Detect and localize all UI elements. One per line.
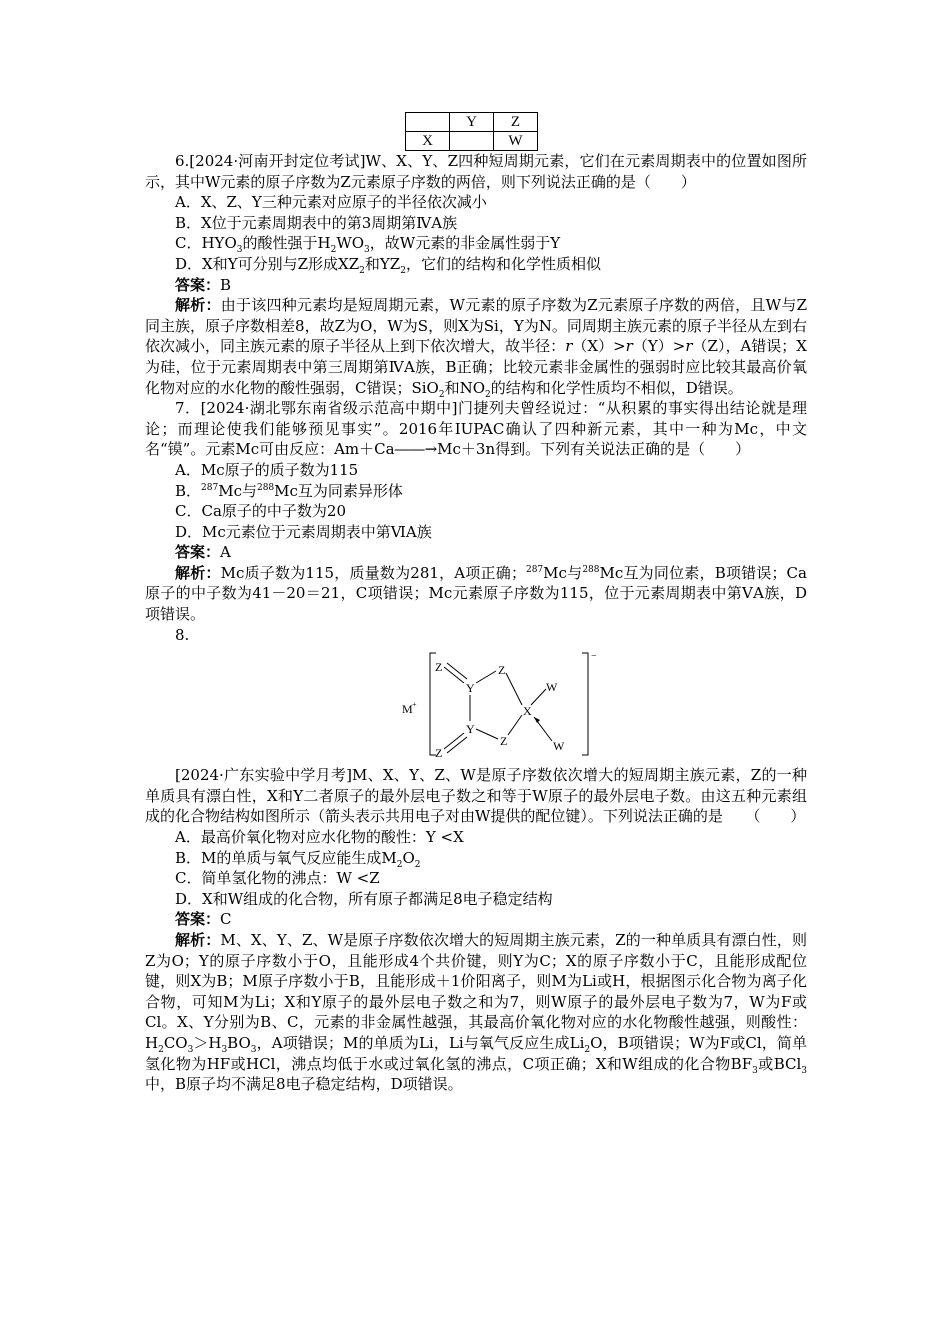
atom-y-top: Y xyxy=(466,681,475,696)
q7-option-b: B．$^{287}$Mc与$^{288}$Mc互为同素异形体 xyxy=(175,481,403,500)
bond-x-w-top xyxy=(531,689,546,705)
table-row xyxy=(406,113,538,132)
q7-analysis: 解析：Mc质子数为115，质量数为281，A项正确；$^{287}$Mc与$^{288}$Mc互为同位素，B项错误；Ca原子的中子数为41－20＝21，C项错误；Mc元素原子序数为115，位于元素周期表中第ⅤA族，D项错误。 xyxy=(145,563,807,624)
q7-stem: 7．[2024·湖北鄂东南省级示范高中期中]门捷列夫曾经说过：“从积累的事实得出结论就是理论；而理论使我们能够预见事实”。2016年IUPAC确认了四种新元素，其中一种为Mc，中文名“镆”。元素Mc可由反应：Am＋Ca――→Mc＋3n得到。下列有关说法正确的是（ ） xyxy=(145,399,807,459)
q6-stem: 6.[2024·河南开封定位考试]W、X、Y、Z四种短周期元素，它们在元素周期表中的位置如图所示，其中W元素的原子序数为Z元素原子序数的两倍，则下列说法正确的是（ ） xyxy=(145,152,807,191)
bond-z-x-bottom xyxy=(508,715,522,735)
table-cell: Z xyxy=(494,113,538,132)
q6-option-c: C．$HYO_3$的酸性强于$H_2WO_3$，故W元素的非金属性弱于Y xyxy=(175,234,561,256)
bond-y-z-bottom xyxy=(476,729,498,739)
compound-structure-diagram xyxy=(145,647,807,761)
atom-w-top: W xyxy=(546,680,558,695)
q7-answer: 答案：A xyxy=(175,543,231,562)
q7-option-a: A．Mc原子的质子数为115 xyxy=(175,460,359,479)
table-cell xyxy=(406,113,450,132)
atom-z-bottom: Z xyxy=(435,746,443,761)
anion-charge: − xyxy=(591,651,597,663)
q7-option-d: D．Mc元素位于元素周期表中第ⅥA族 xyxy=(175,522,432,541)
atom-z-top-mid: Z xyxy=(498,663,506,678)
q6-option-d: D．X和Y可分别与Z形成$XZ_2$和$YZ_2$，它们的结构和化学性质相似 xyxy=(175,254,601,276)
q6-analysis: 解析：由于该四种元素均是短周期元素，W元素的原子序数为Z元素原子序数的两倍，且W与Z同主族，原子序数相差8，故Z为O，W为S，则X为Si，Y为N。同周期主族元素的原子半径从左到右依次减小，同主族元素的原子半径从上到下依次增大，故半径：r（X）>r（Y）>r（Z），A错误；X为硅，位于元素周期表中第三周期第ⅣA族，B正确；比较元素非金属性的强弱时应比较其最高价氧化物对应的水化物的酸性强弱，C错误；SiO$_2$和$NO_2$的结构和化学性质均不相似，D错误。 xyxy=(145,296,807,400)
right-bracket xyxy=(582,653,588,755)
q8-analysis: 解析：M、X、Y、Z、W是原子序数依次增大的短周期主族元素，Z的一种单质具有漂白性，则Z为O；Y的原子序数小于O，且能形成4个共价键，则Y为C；X的原子序数小于C，且能形成配位键，则X为B；M原子序数小于B，且能形成＋1价阳离子，则M为Li或H，根据图示化合物为离子化合物，可知M为Li；X和Y原子的最外层电子数之和为7，则W原子的最外层电子数为7，W为F或Cl。X、Y分别为B、C，元素的非金属性越强，其最高价氧化物对应的水化物酸性越强，则酸性：$H_2CO_3>H_3BO_3$，A项错误；M的单质为Li，Li与氧气反应生成$Li_2O$，B项错误；W为F或Cl，简单氢化物为HF或HCl，沸点均低于水或过氧化氢的沸点，C项正确；X和W组成的化合物$BF_3$或BCl$_3$中，B原子均不满足8电子稳定结构，D项错误。 xyxy=(145,931,808,1094)
bond-y-z-top xyxy=(476,671,496,683)
q6-option-a: A．X、Z、Y三种元素对应原子的半径依次减小 xyxy=(175,193,487,212)
table-row xyxy=(406,132,538,151)
atom-x-center: X xyxy=(523,704,532,719)
q8-option-b: B．M的单质与氧气反应能生成$M_2O_2$ xyxy=(175,848,421,870)
q6-answer: 答案：B xyxy=(175,275,232,294)
q7-option-c: C．Ca原子的中子数为20 xyxy=(175,502,346,521)
q8-number: 8. xyxy=(175,625,190,644)
cation-label: M xyxy=(402,702,413,717)
q6-option-b: B．X位于元素周期表中的第3周期第ⅣA族 xyxy=(175,213,458,232)
atom-z-bottom-mid: Z xyxy=(500,734,508,749)
structure-svg xyxy=(400,647,600,761)
q8-stem: [2024·广东实验中学月考]M、X、Y、Z、W是原子序数依次增大的短周期主族元素，Z的一种单质具有漂白性，X和Y二者原子的最外层电子数之和等于W原子的最外层电子数。由这五种元素组成的化合物结构如图所示（箭头表示共用电子对由W提供的配位键）。下列说法正确的是 （ ） xyxy=(145,766,807,826)
q8-option-c: C．简单氢化物的沸点：W <Z xyxy=(175,869,380,888)
table-cell: Y xyxy=(450,113,494,132)
table-cell: W xyxy=(494,132,538,151)
atom-y-bottom: Y xyxy=(466,722,475,737)
q8-option-d: D．X和W组成的化合物，所有原子都满足8电子稳定结构 xyxy=(175,889,553,908)
document-page xyxy=(145,112,807,1095)
cation-charge: + xyxy=(412,700,417,710)
double-bond-top-2 xyxy=(447,663,467,679)
q8-option-a: A．最高价氧化物对应水化物的酸性：Y <X xyxy=(175,828,464,847)
atom-w-bottom: W xyxy=(553,739,565,754)
periodic-position-table xyxy=(405,112,538,151)
double-bond-bottom-2 xyxy=(447,737,467,753)
arrow-head-icon xyxy=(534,717,540,723)
table-cell xyxy=(450,132,494,151)
double-bond-top-1 xyxy=(444,667,464,683)
double-bond-bottom-1 xyxy=(444,733,464,749)
bond-z-x-top xyxy=(506,673,522,705)
atom-z-top: Z xyxy=(435,660,443,675)
table-cell: X xyxy=(406,132,450,151)
q8-answer: 答案：C xyxy=(175,910,232,929)
